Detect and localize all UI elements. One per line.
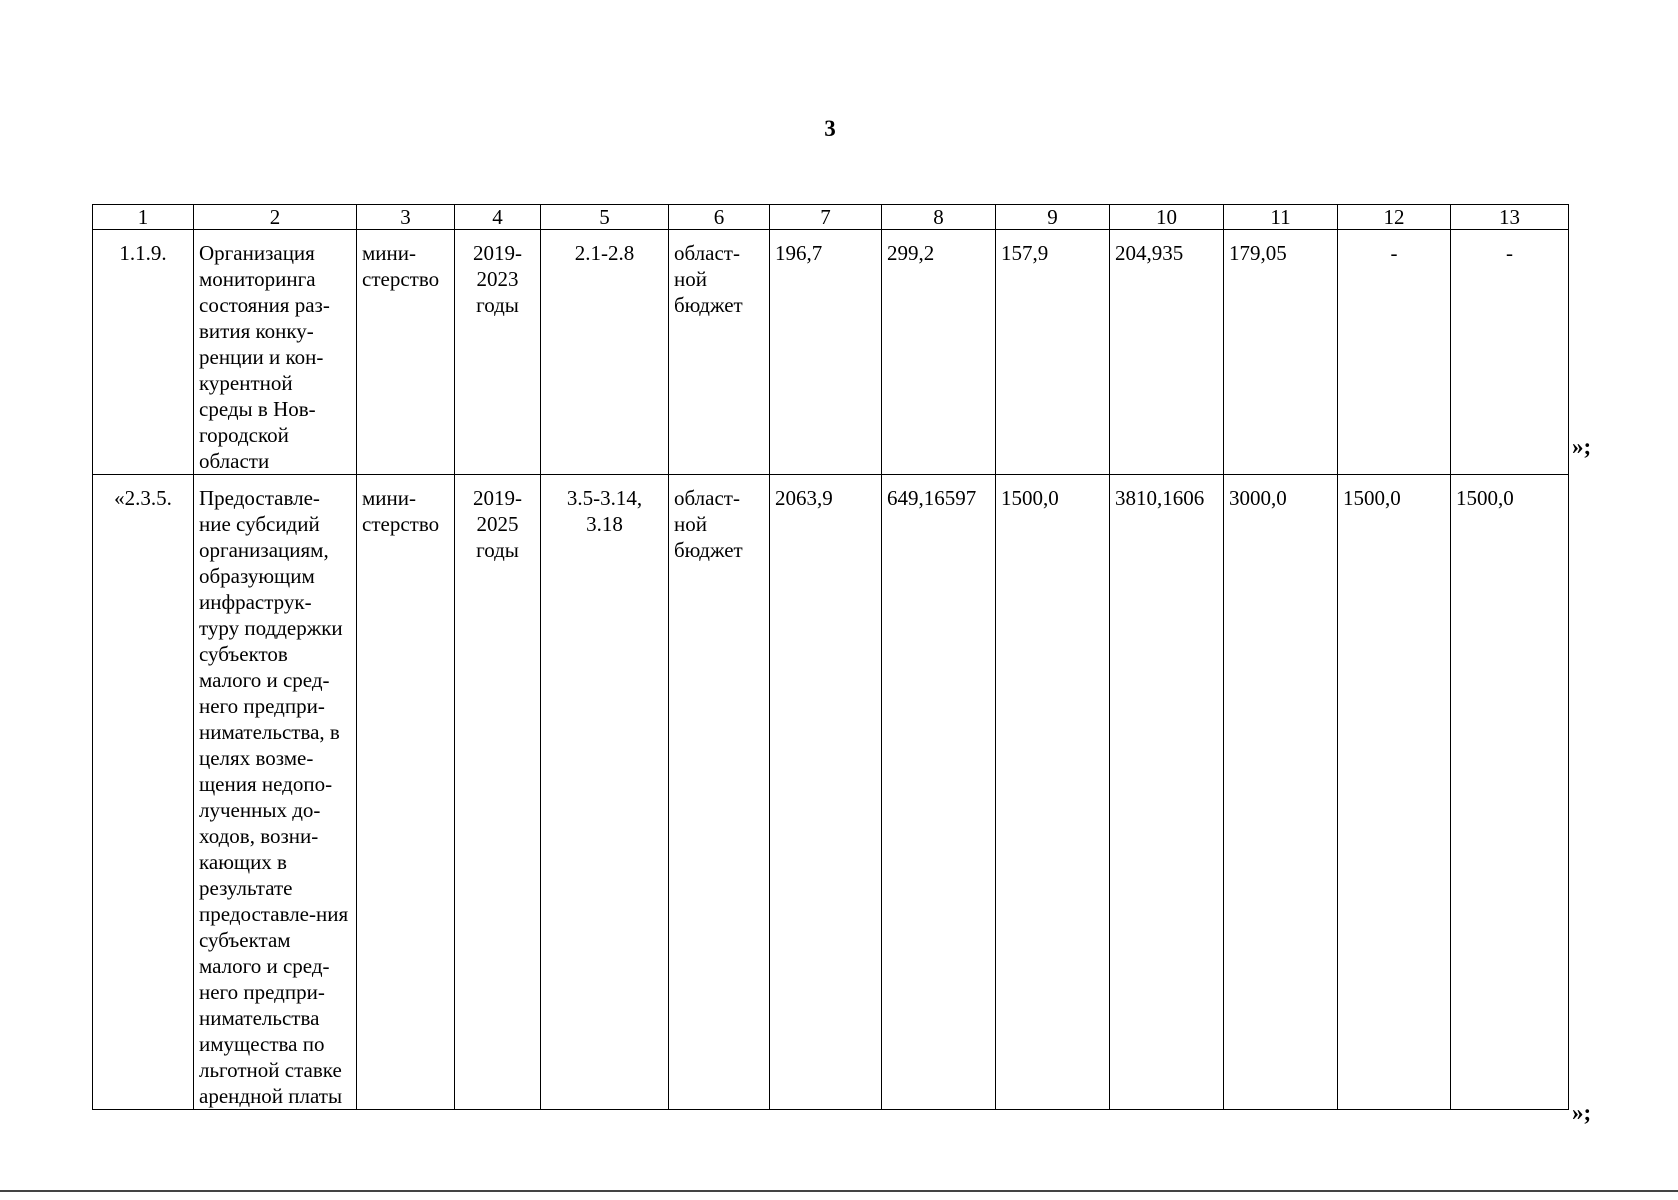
item-executor: мини-стерство xyxy=(357,475,455,1110)
item-value: 3000,0 xyxy=(1224,475,1338,1110)
header-cell: 1 xyxy=(93,205,194,230)
item-value: 179,05 xyxy=(1224,230,1338,475)
header-cell: 13 xyxy=(1451,205,1569,230)
header-cell: 4 xyxy=(455,205,541,230)
item-target-indicators: 3.5-3.14, 3.18 xyxy=(541,475,669,1110)
header-cell: 11 xyxy=(1224,205,1338,230)
item-value: 1500,0 xyxy=(996,475,1110,1110)
header-cell: 5 xyxy=(541,205,669,230)
item-value: 1500,0 xyxy=(1338,475,1451,1110)
item-value: 1500,0 xyxy=(1451,475,1569,1110)
item-funding-source: област-ной бюджет xyxy=(669,475,770,1110)
item-period: 2019-2023 годы xyxy=(455,230,541,475)
item-value: 2063,9 xyxy=(770,475,882,1110)
header-cell: 7 xyxy=(770,205,882,230)
item-value: - xyxy=(1338,230,1451,475)
closing-quote-mark: »; xyxy=(1572,434,1592,459)
item-number: 1.1.9. xyxy=(93,230,194,475)
item-number: «2.3.5. xyxy=(93,475,194,1110)
closing-quote-mark: »; xyxy=(1572,1100,1592,1125)
item-description: Предоставле-ние субсидий организациям, образующим инфраструк-туру поддержки субъектов малого и сред-него предпри-нимательства, в целях возме-щения недопо-лученных до-ходов, возни-кающих в результате предоставле-ния субъектам малого и сред-него предпри-нимательства имущества по льготной ставке арендной платы xyxy=(194,475,357,1110)
header-cell: 2 xyxy=(194,205,357,230)
header-cell: 6 xyxy=(669,205,770,230)
item-period: 2019-2025 годы xyxy=(455,475,541,1110)
header-cell: 10 xyxy=(1110,205,1224,230)
table-row xyxy=(93,230,1569,475)
item-value: 649,16597 xyxy=(882,475,996,1110)
item-funding-source: област-ной бюджет xyxy=(669,230,770,475)
header-row xyxy=(93,205,1569,230)
item-value: - xyxy=(1451,230,1569,475)
item-value: 3810,1606 xyxy=(1110,475,1224,1110)
item-value: 157,9 xyxy=(996,230,1110,475)
item-description: Организация мониторинга состояния раз-вития конку-ренции и кон-курентной среды в Нов-городской области xyxy=(194,230,357,475)
program-table xyxy=(92,204,1569,1110)
item-target-indicators: 2.1-2.8 xyxy=(541,230,669,475)
page-bottom-rule xyxy=(0,1190,1678,1192)
item-executor: мини-стерство xyxy=(357,230,455,475)
header-cell: 12 xyxy=(1338,205,1451,230)
header-cell: 3 xyxy=(357,205,455,230)
item-value: 299,2 xyxy=(882,230,996,475)
table-row xyxy=(93,475,1569,1110)
item-value: 196,7 xyxy=(770,230,882,475)
page-number: 3 xyxy=(824,116,836,141)
header-cell: 8 xyxy=(882,205,996,230)
item-value: 204,935 xyxy=(1110,230,1224,475)
header-cell: 9 xyxy=(996,205,1110,230)
